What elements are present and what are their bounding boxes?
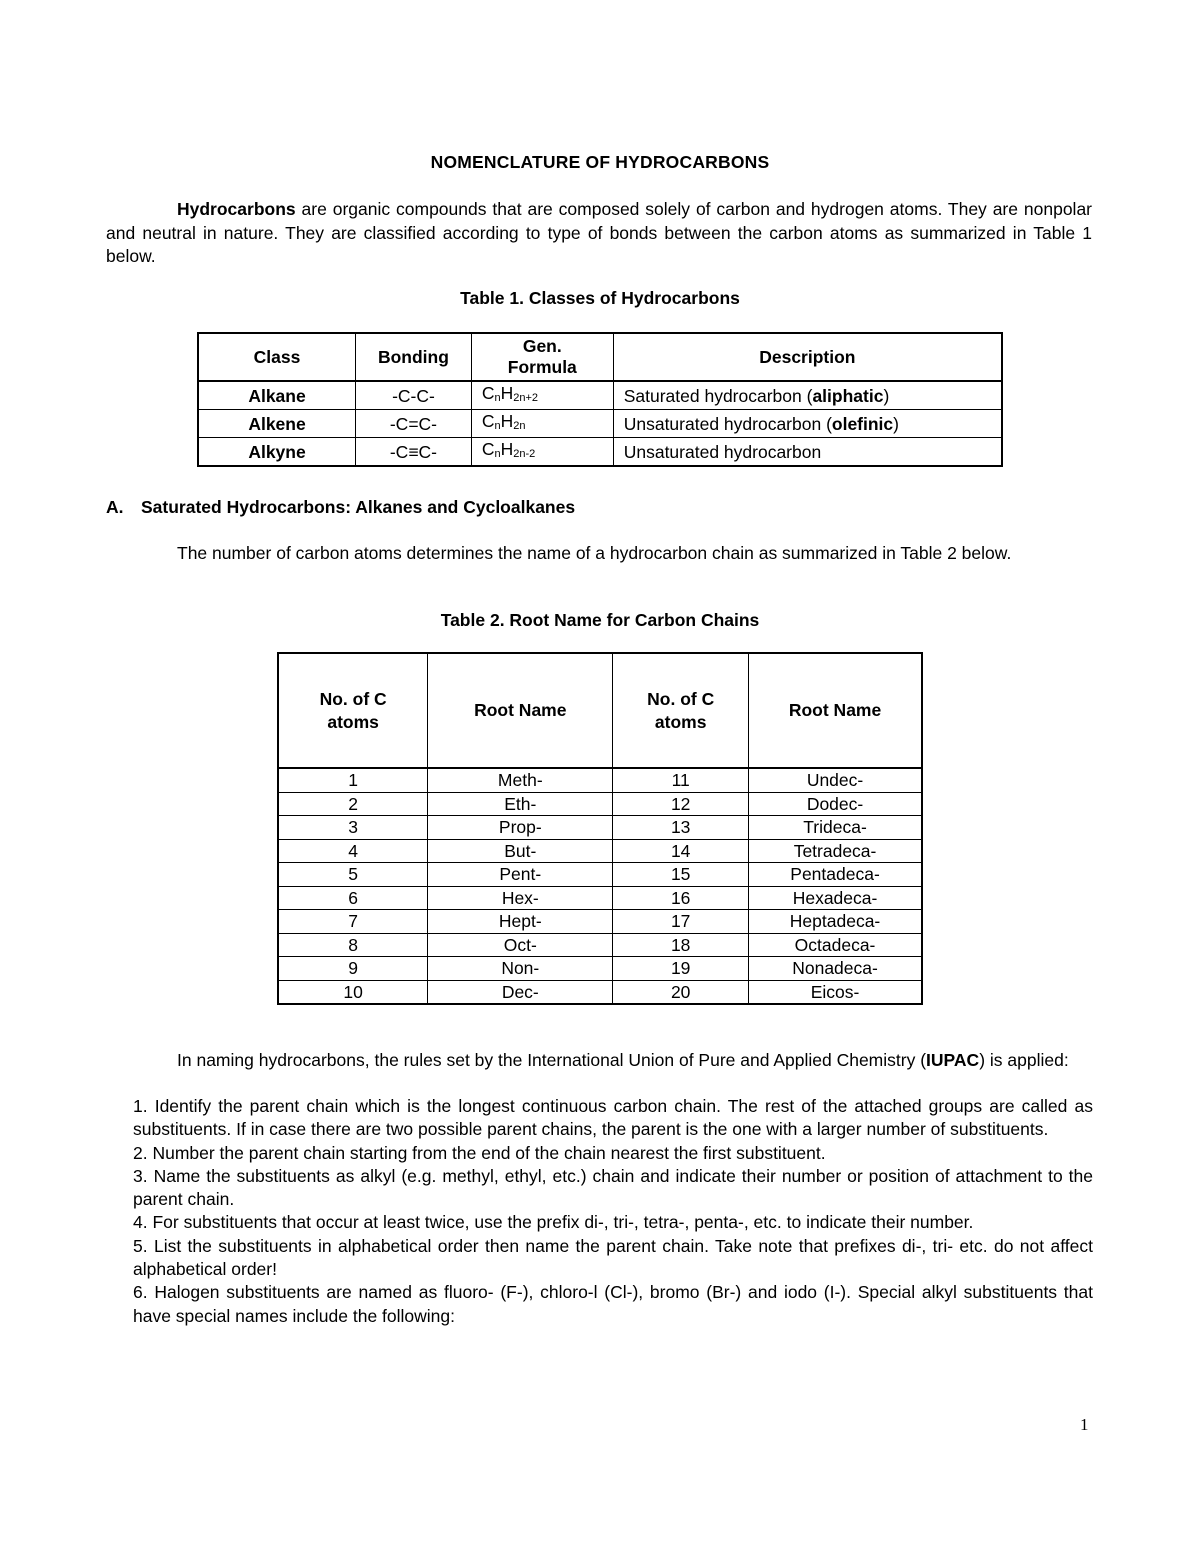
intro-text: are organic compounds that are composed solely of carbon and hydrogen atoms. They are nonpolar and neutral in nature. They are classified according to type of bonds between the carbon atoms as summarized in Table 1 below. (106, 199, 1092, 266)
iupac-rules-list (133, 1095, 1093, 1328)
intro-term: Hydrocarbons (177, 199, 296, 219)
carbon-count-cell: 5 (278, 863, 428, 887)
carbon-count-cell: 2 (278, 792, 428, 816)
table2-header-row (278, 653, 922, 768)
table1-caption: Table 1. Classes of Hydrocarbons (460, 288, 740, 308)
root-name-cell: Oct- (428, 933, 613, 957)
table1-header-bonding: Bonding (356, 333, 472, 381)
root-name-cell: Dec- (428, 980, 613, 1004)
table-row (278, 768, 922, 792)
root-name-cell: Dodec- (749, 792, 922, 816)
class-cell: Alkene (198, 410, 356, 438)
iupac-intro-text: In naming hydrocarbons, the rules set by the International Union of Pure and Applied Chemistry ( (177, 1050, 927, 1070)
root-name-cell: Trideca- (749, 816, 922, 840)
carbon-count-cell: 6 (278, 886, 428, 910)
table2-caption: Table 2. Root Name for Carbon Chains (440, 610, 760, 630)
root-name-cell: Meth- (428, 768, 613, 792)
carbon-count-cell: 11 (613, 768, 749, 792)
table-row (278, 980, 922, 1004)
list-item: 1. Identify the parent chain which is the longest continuous carbon chain. The rest of the attached groups are called as substituents. If in case there are two possible parent chains, the parent is the one with a larger number of substituents. (133, 1096, 1093, 1140)
description-cell: Unsaturated hydrocarbon (olefinic) (613, 410, 1002, 438)
root-name-cell: Hex- (428, 886, 613, 910)
description-cell: Unsaturated hydrocarbon (613, 438, 1002, 467)
carbon-count-cell: 7 (278, 910, 428, 934)
description-cell: Saturated hydrocarbon (aliphatic) (613, 381, 1002, 410)
table1-header-row (198, 333, 1002, 381)
carbon-count-cell: 1 (278, 768, 428, 792)
intro-paragraph (106, 198, 1092, 269)
table2-header-num: No. of C atoms (613, 653, 749, 768)
section-a-text: The number of carbon atoms determines the name of a hydrocarbon chain as summarized in Table 2 below. (177, 543, 1012, 563)
bonding-cell: -C=C- (356, 410, 472, 438)
root-name-cell: Undec- (749, 768, 922, 792)
list-item: 5. List the substituents in alphabetical order then name the parent chain. Take note that prefixes di-, tri- etc. do not affect alphabetical order! (133, 1235, 1093, 1280)
carbon-count-cell: 10 (278, 980, 428, 1004)
page-title: NOMENCLATURE OF HYDROCARBONS (430, 152, 770, 172)
table-row (278, 957, 922, 981)
carbon-count-cell: 9 (278, 957, 428, 981)
table1-classes-of-hydrocarbons (197, 332, 1003, 467)
bonding-cell: -C≡C- (356, 438, 472, 467)
table-row (198, 438, 1002, 467)
table2-header-root: Root Name (749, 653, 922, 768)
list-item: 2. Number the parent chain starting from the end of the chain nearest the first substituent. (133, 1142, 826, 1163)
root-name-cell: Non- (428, 957, 613, 981)
root-name-cell: Octadeca- (749, 933, 922, 957)
carbon-count-cell: 17 (613, 910, 749, 934)
list-item: 3. Name the substituents as alkyl (e.g. methyl, ethyl, etc.) chain and indicate their number or position of attachment to the parent chain. (133, 1165, 1093, 1210)
table-row (278, 886, 922, 910)
section-a-heading (106, 497, 575, 518)
root-name-cell: But- (428, 839, 613, 863)
table-row (278, 816, 922, 840)
table-row (278, 839, 922, 863)
list-item: 6. Halogen substituents are named as fluoro- (F-), chloro-l (Cl-), bromo (Br-) and iodo (I-). Special alkyl substituents that have special names include the following: (133, 1282, 1093, 1326)
table-row (198, 381, 1002, 410)
section-letter: A. (106, 497, 124, 517)
table-row (278, 910, 922, 934)
carbon-count-cell: 16 (613, 886, 749, 910)
table1-header-formula: Gen. Formula (471, 333, 613, 381)
root-name-cell: Eth- (428, 792, 613, 816)
class-cell: Alkyne (198, 438, 356, 467)
class-cell: Alkane (198, 381, 356, 410)
root-name-cell: Heptadeca- (749, 910, 922, 934)
formula-cell: $C_nH_{2n}$ (471, 410, 613, 438)
carbon-count-cell: 8 (278, 933, 428, 957)
table-row (198, 410, 1002, 438)
formula-cell: $C_nH_{2n-2}$ (471, 438, 613, 467)
carbon-count-cell: 4 (278, 839, 428, 863)
carbon-count-cell: 3 (278, 816, 428, 840)
carbon-count-cell: 19 (613, 957, 749, 981)
root-name-cell: Nonadeca- (749, 957, 922, 981)
iupac-intro-paragraph (106, 1049, 1092, 1073)
section-title: Saturated Hydrocarbons: Alkanes and Cycloalkanes (141, 497, 576, 517)
iupac-intro-end: ) is applied: (979, 1050, 1069, 1070)
carbon-count-cell: 15 (613, 863, 749, 887)
root-name-cell: Hexadeca- (749, 886, 922, 910)
iupac-acronym: IUPAC (926, 1050, 980, 1070)
table1-header-class: Class (198, 333, 356, 381)
formula-cell: $C_nH_{2n+2}$ (471, 381, 613, 410)
root-name-cell: Tetradeca- (749, 839, 922, 863)
root-name-cell: Pentadeca- (749, 863, 922, 887)
root-name-cell: Pent- (428, 863, 613, 887)
table-row (278, 863, 922, 887)
table2-root-names (277, 652, 923, 1005)
carbon-count-cell: 14 (613, 839, 749, 863)
root-name-cell: Hept- (428, 910, 613, 934)
table-row (278, 792, 922, 816)
table1-header-description: Description (613, 333, 1002, 381)
table-row (278, 933, 922, 957)
bonding-cell: -C-C- (356, 381, 472, 410)
table2-header-num: No. of C atoms (278, 653, 428, 768)
page-number: 1 (1080, 1415, 1089, 1434)
root-name-cell: Prop- (428, 816, 613, 840)
carbon-count-cell: 13 (613, 816, 749, 840)
table2-header-root: Root Name (428, 653, 613, 768)
carbon-count-cell: 12 (613, 792, 749, 816)
carbon-count-cell: 20 (613, 980, 749, 1004)
list-item: 4. For substituents that occur at least twice, use the prefix di-, tri-, tetra-, penta-, etc. to indicate their number. (133, 1212, 974, 1233)
root-name-cell: Eicos- (749, 980, 922, 1004)
section-a-paragraph (106, 542, 1092, 566)
carbon-count-cell: 18 (613, 933, 749, 957)
